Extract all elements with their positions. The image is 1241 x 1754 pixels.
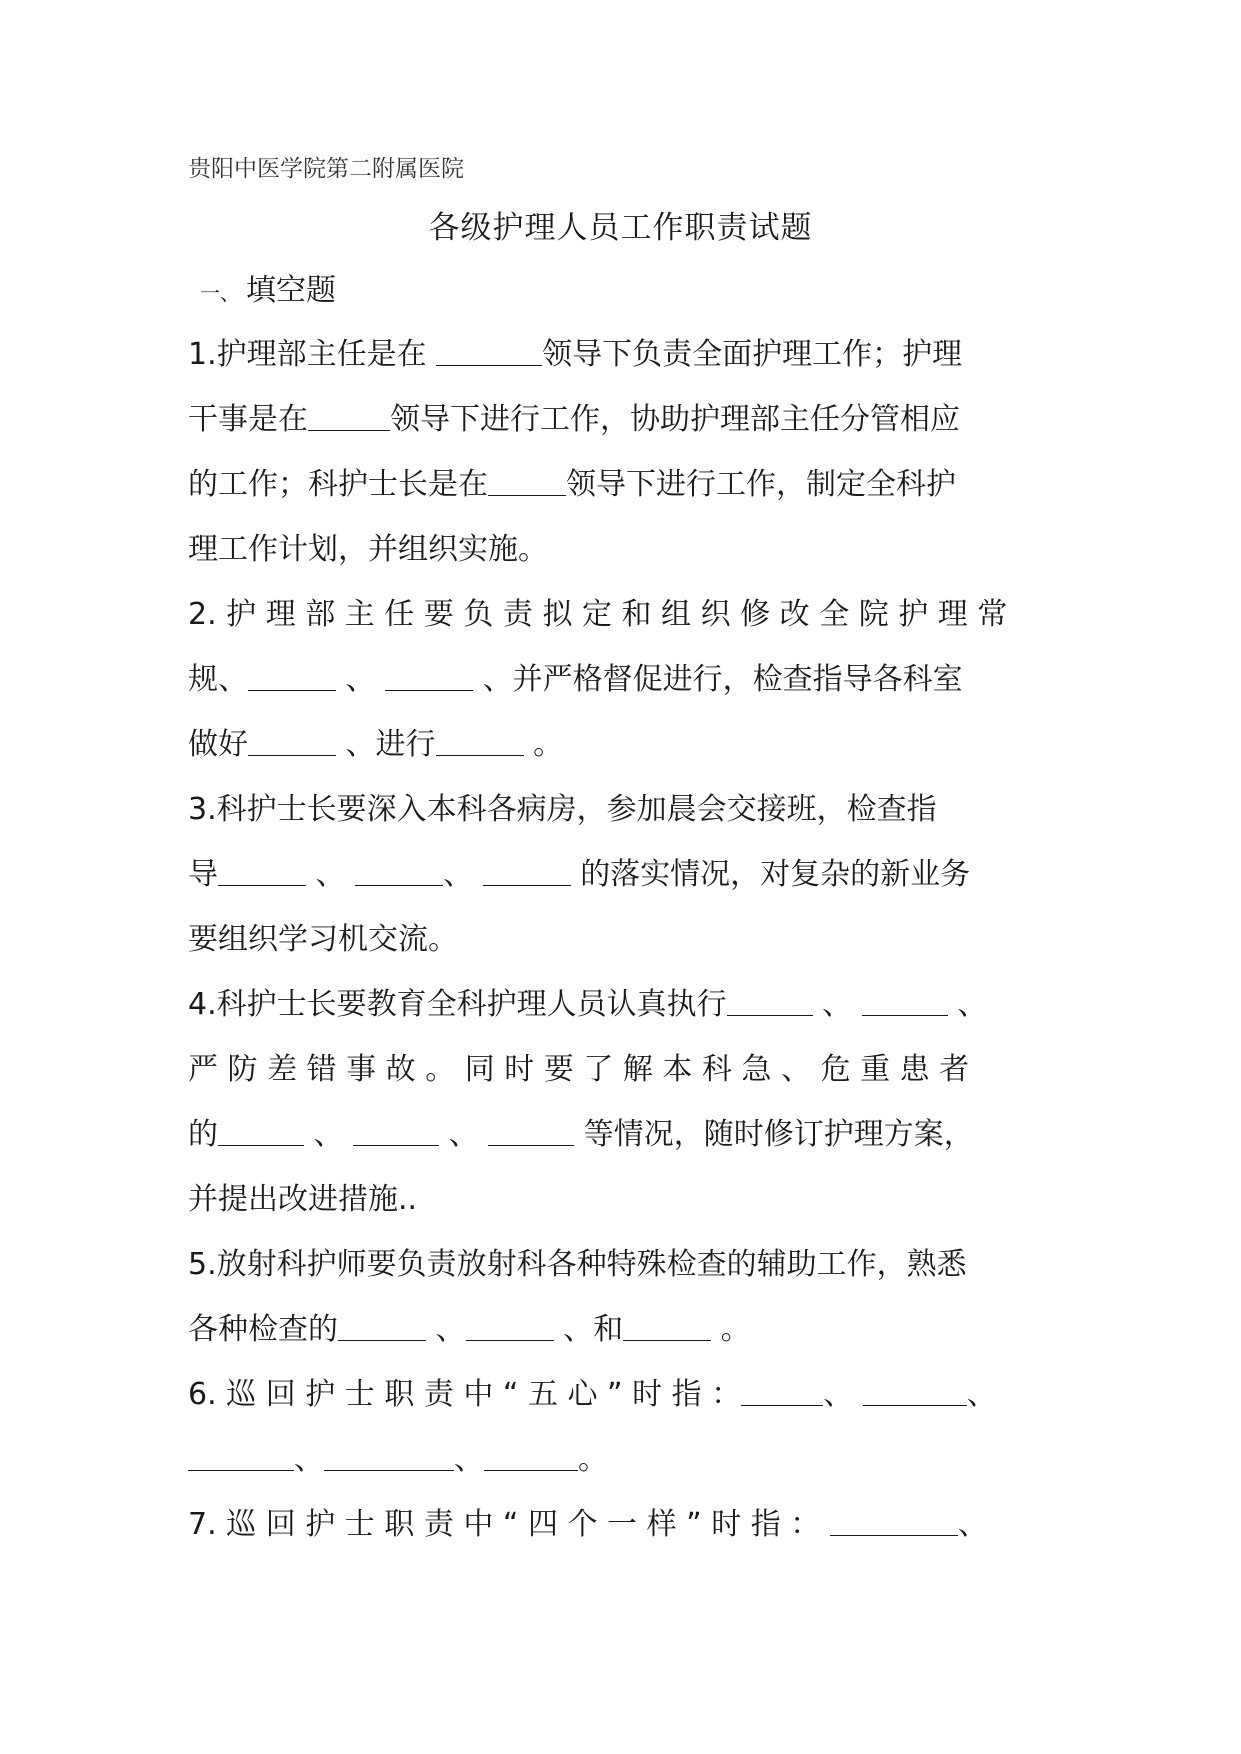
answer-blank[interactable] <box>308 400 390 431</box>
line <box>188 1297 1060 1362</box>
question-text: 。 <box>533 727 564 762</box>
answer-blank[interactable] <box>385 660 473 691</box>
question-text: 要组织学习机交流。 <box>188 922 458 957</box>
question-text: 。 <box>578 1442 608 1477</box>
question-text: 、并严格督促进行，检查指导各科室 <box>482 662 963 697</box>
answer-blank[interactable] <box>623 1310 711 1341</box>
question-5 <box>188 1232 1060 1362</box>
question-text: 6. 巡 回 护 士 职 责 中 “ 五 心 ” 时 指 ： <box>188 1377 742 1412</box>
hospital-name: 贵阳中医学院第二附属医院 <box>188 156 464 182</box>
question-7 <box>188 1492 1060 1557</box>
question-text: 干事是在 <box>188 402 308 437</box>
question-text: 、 <box>435 1312 466 1347</box>
question-text: 、 <box>345 662 376 697</box>
section-heading <box>200 265 336 309</box>
answer-blank[interactable] <box>188 1440 294 1471</box>
question-text: 7. 巡 回 护 士 职 责 中 “ 四 个 一 样 ” 时 指 ： <box>188 1507 821 1542</box>
line <box>188 907 1060 972</box>
line <box>188 1102 1060 1167</box>
answer-blank[interactable] <box>727 985 813 1016</box>
question-text: 、 <box>454 1442 484 1477</box>
question-text: 1.护理部主任是在 <box>188 337 427 372</box>
answer-blank[interactable] <box>248 660 336 691</box>
question-text: 严 防 差 错 事 故 。 同 时 要 了 解 本 科 急 、 危 重 患 者 <box>188 1052 970 1087</box>
line <box>188 712 1060 777</box>
question-text: 5.放射科护师要负责放射科各种特殊检查的辅助工作，熟悉 <box>188 1247 967 1282</box>
document-title: 各级护理人员工作职责试题 <box>428 210 813 246</box>
section-number: 一、 <box>200 281 240 305</box>
question-6 <box>188 1362 1060 1492</box>
line <box>188 647 1060 712</box>
question-text: 并提出改进措施.. <box>188 1182 418 1217</box>
line <box>188 972 1060 1037</box>
line <box>188 1492 1060 1557</box>
question-text: 各种检查的 <box>188 1312 338 1347</box>
answer-blank[interactable] <box>355 855 443 886</box>
question-text: 、 <box>822 987 853 1022</box>
question-text: 、 <box>823 1377 854 1412</box>
question-text: 的 <box>188 1117 218 1152</box>
answer-blank[interactable] <box>436 725 524 756</box>
answer-blank[interactable] <box>466 1310 554 1341</box>
question-text: 的工作；科护士长是在 <box>188 467 488 502</box>
answer-blank[interactable] <box>741 1375 823 1406</box>
line <box>188 1037 1060 1102</box>
line <box>188 1362 1060 1427</box>
answer-blank[interactable] <box>338 1310 426 1341</box>
line <box>188 387 1060 452</box>
section-label: 填空题 <box>246 273 336 308</box>
line <box>188 322 1060 387</box>
question-text: 理工作计划，并组织实施。 <box>188 532 548 567</box>
question-text: 、 <box>448 1117 479 1152</box>
question-text: 、 <box>443 857 474 892</box>
question-text: 规、 <box>188 662 248 697</box>
question-text: 、 <box>957 987 988 1022</box>
question-text: 导 <box>188 857 218 892</box>
answer-blank[interactable] <box>436 335 542 366</box>
question-1 <box>188 322 1060 582</box>
line <box>188 842 1060 907</box>
question-text: 领导下进行工作，制定全科护 <box>566 467 956 502</box>
answer-blank[interactable] <box>353 1115 439 1146</box>
question-text: 领导下进行工作，协助护理部主任分管相应 <box>390 402 960 437</box>
question-text: 的落实情况，对复杂的新业务 <box>580 857 971 892</box>
question-3 <box>188 777 1060 972</box>
answer-blank[interactable] <box>488 465 566 496</box>
question-text: 3.科护士长要深入本科各病房，参加晨会交接班，检查指 <box>188 792 937 827</box>
answer-blank[interactable] <box>324 1440 454 1471</box>
line <box>188 452 1060 517</box>
question-text: 、 <box>315 857 346 892</box>
question-text: 、 <box>294 1442 324 1477</box>
question-text: 领导下负责全面护理工作；护理 <box>542 337 963 372</box>
question-text: 、 <box>966 1377 997 1412</box>
line <box>188 582 1060 647</box>
answer-blank[interactable] <box>248 725 336 756</box>
line <box>188 1232 1060 1297</box>
question-text: 、和 <box>563 1312 624 1347</box>
answer-blank[interactable] <box>862 985 948 1016</box>
question-list <box>188 322 1060 1557</box>
answer-blank[interactable] <box>830 1505 958 1536</box>
question-text: 4.科护士长要教育全科护理人员认真执行 <box>188 987 727 1022</box>
question-text: 、进行 <box>345 727 436 762</box>
line <box>188 1427 1060 1492</box>
answer-blank[interactable] <box>863 1375 967 1406</box>
answer-blank[interactable] <box>484 1440 578 1471</box>
answer-blank[interactable] <box>483 855 571 886</box>
question-text: 。 <box>720 1312 751 1347</box>
answer-blank[interactable] <box>218 1115 304 1146</box>
question-2 <box>188 582 1060 777</box>
line <box>188 517 1060 582</box>
answer-blank[interactable] <box>218 855 306 886</box>
question-text: 做好 <box>188 727 248 762</box>
question-text: 、 <box>313 1117 344 1152</box>
line <box>188 777 1060 842</box>
answer-blank[interactable] <box>488 1115 574 1146</box>
question-text: 等情况，随时修订护理方案， <box>583 1117 974 1152</box>
question-4 <box>188 972 1060 1232</box>
line <box>188 1167 1060 1232</box>
question-text: 2. 护 理 部 主 任 要 负 责 拟 定 和 组 织 修 改 全 院 护 理 常 <box>188 597 1008 632</box>
question-text: 、 <box>957 1507 988 1542</box>
